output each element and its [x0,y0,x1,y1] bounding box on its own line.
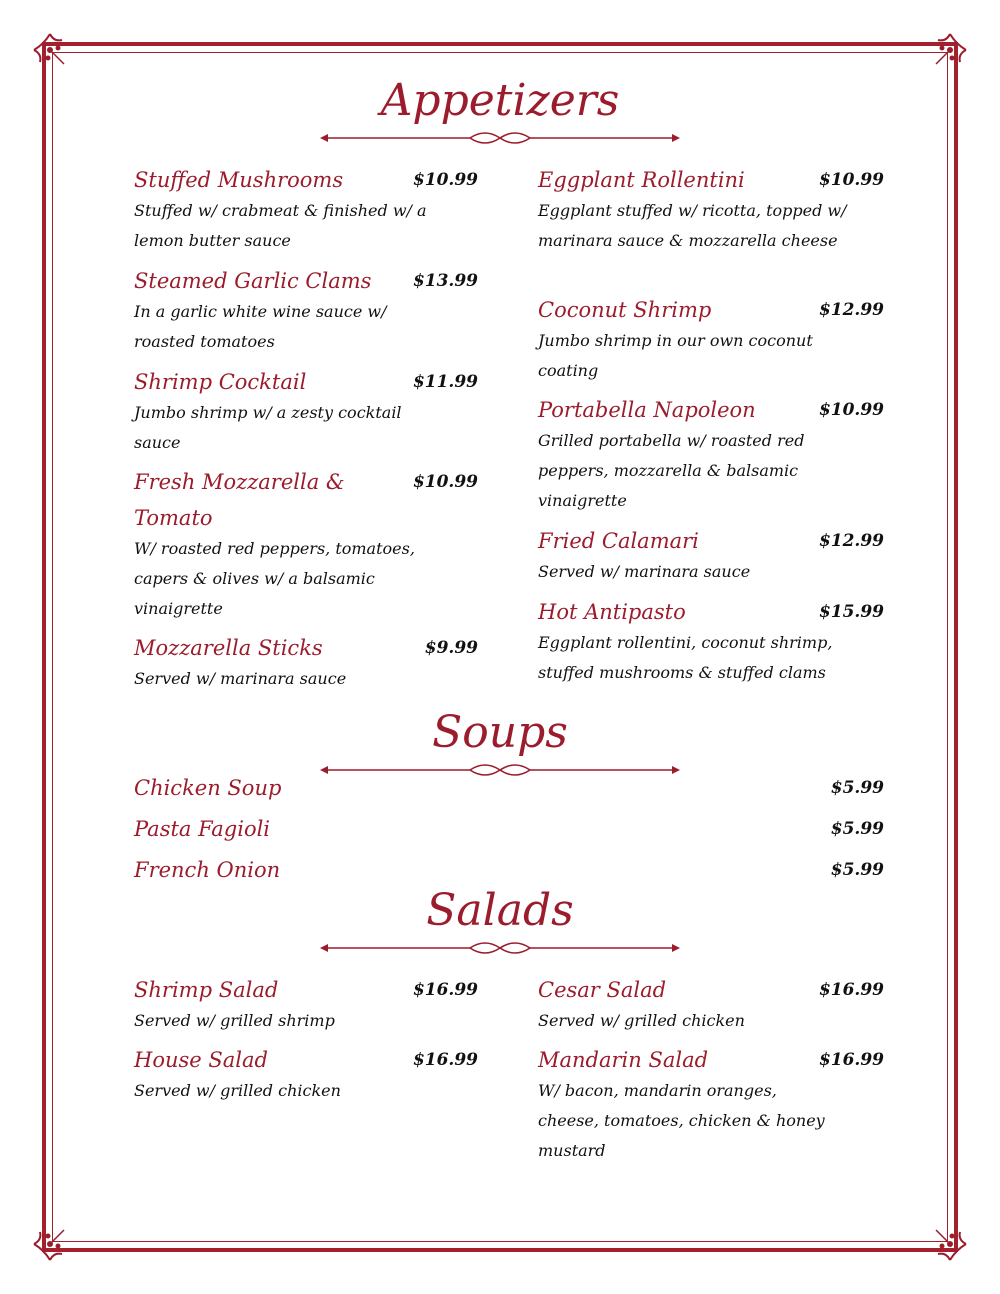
item-description: W/ roasted red peppers, tomatoes, capers & olives w/ a balsamic vinaigrette [134,539,415,618]
item-price: $5.99 [830,778,884,798]
menu-item [134,263,494,355]
item-name: House Salad [134,1048,268,1072]
item-price: $10.99 [412,472,478,492]
item-name: French Onion [134,858,281,882]
item-price: $9.99 [424,638,478,658]
item-description: Grilled portabella w/ roasted red peppers, mozzarella & balsamic vinaigrette [538,431,805,510]
corner-ornament-icon [930,30,970,70]
menu-item [134,630,494,696]
menu-item [538,523,898,589]
item-name: Shrimp Salad [134,978,279,1002]
item-description: Served w/ grilled shrimp [134,1011,335,1030]
item-name: Cesar Salad [538,978,667,1002]
item-description: W/ bacon, mandarin oranges, cheese, tomatoes, chicken & honey mustard [538,1081,825,1160]
flourish-divider-icon [320,938,680,958]
item-name: Mandarin Salad [538,1048,709,1072]
menu-item [134,364,494,456]
section-title-soups: Soups [432,707,568,758]
corner-ornament-icon [30,30,70,70]
menu-item [538,162,898,284]
item-price: $15.99 [818,602,884,622]
item-name: Chicken Soup [134,776,282,800]
section-title-appetizers: Appetizers [380,75,620,126]
item-description: Stuffed w/ crabmeat & finished w/ a lemon butter sauce [134,201,427,250]
menu-item [134,162,494,254]
item-price: $10.99 [818,400,884,420]
item-name: Fried Calamari [538,529,699,553]
corner-ornament-icon [30,1224,70,1264]
item-price: $16.99 [818,980,884,1000]
item-price: $16.99 [412,1050,478,1070]
item-description: Served w/ marinara sauce [134,669,347,688]
item-price: $12.99 [818,300,884,320]
menu-item [134,972,494,1038]
section-title-salads: Salads [426,885,574,936]
menu-item [134,852,884,888]
menu-item [134,1042,494,1108]
item-name: Coconut Shrimp [538,298,712,322]
item-description: Eggplant stuffed w/ ricotta, topped w/ marinara sauce & mozzarella cheese [538,201,847,250]
item-description: Jumbo shrimp w/ a zesty cocktail sauce [134,403,402,452]
item-price: $13.99 [412,271,478,291]
item-description: In a garlic white wine sauce w/ roasted tomatoes [134,302,387,351]
menu-item [134,811,884,847]
item-name: Stuffed Mushrooms [134,168,344,192]
menu-item [538,392,898,514]
item-price: $10.99 [818,170,884,190]
item-price: $11.99 [412,372,478,392]
item-price: $12.99 [818,531,884,551]
item-name: Shrimp Cocktail [134,370,307,394]
item-name: Fresh Mozzarella & Tomato [134,470,345,530]
flourish-divider-icon [320,128,680,148]
item-price: $5.99 [830,860,884,880]
item-description: Served w/ grilled chicken [134,1081,341,1100]
item-price: $16.99 [412,980,478,1000]
item-name: Hot Antipasto [538,600,686,624]
item-price: $5.99 [830,819,884,839]
item-description: Served w/ marinara sauce [538,562,751,581]
menu-item [538,972,898,1038]
item-name: Portabella Napoleon [538,398,756,422]
menu-item [538,292,898,384]
item-name: Eggplant Rollentini [538,168,745,192]
item-name: Mozzarella Sticks [134,636,323,660]
menu-item [538,1042,898,1168]
item-description: Jumbo shrimp in our own coconut coating [538,331,813,380]
item-name: Pasta Fagioli [134,817,271,841]
menu-item [538,594,898,686]
corner-ornament-icon [930,1224,970,1264]
item-price: $10.99 [412,170,478,190]
item-description: Served w/ grilled chicken [538,1011,745,1030]
menu-item [134,770,884,806]
menu-item [134,464,494,624]
item-description: Eggplant rollentini, coconut shrimp, stuffed mushrooms & stuffed clams [538,633,833,682]
item-name: Steamed Garlic Clams [134,269,372,293]
item-price: $16.99 [818,1050,884,1070]
